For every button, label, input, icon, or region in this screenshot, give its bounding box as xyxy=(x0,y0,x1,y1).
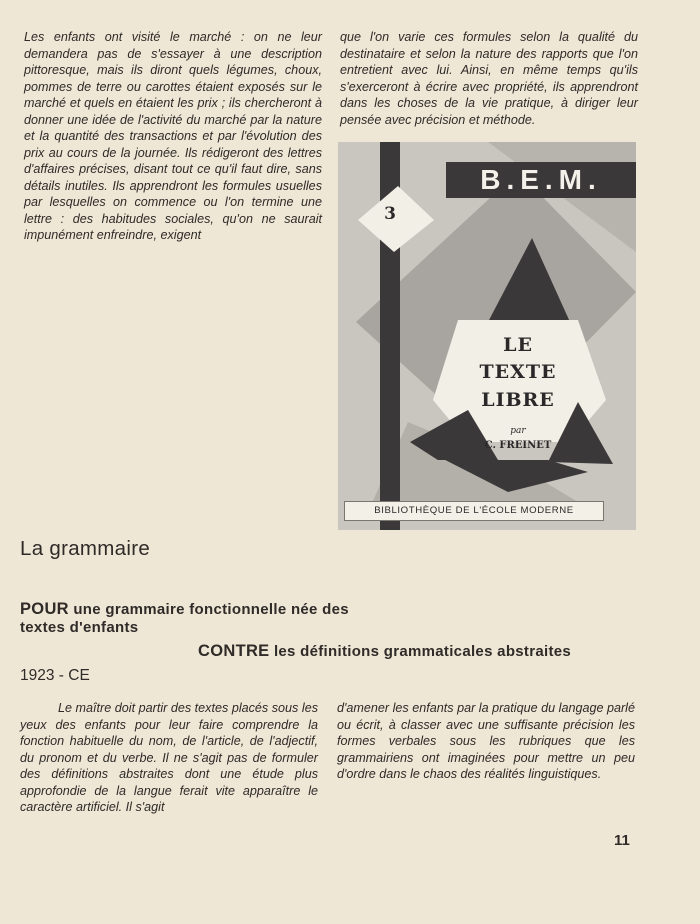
grammar-paragraph-right: d'amener les enfants par la pratique du langage parlé ou écrit, à classer avec une suffisante précision les formes verbales sous les rubriques que les grammairiens ont imaginées pour mettre un peu d'ordre dans le chaos des réalités linguistiques. xyxy=(337,701,635,781)
pour-keyword: POUR xyxy=(20,600,69,618)
cover-title-line: TEXTE xyxy=(479,361,557,383)
pour-heading xyxy=(20,600,349,619)
cover-title-line: LIBRE xyxy=(481,389,555,411)
contre-keyword: CONTRE xyxy=(198,642,270,660)
book-cover-image xyxy=(338,142,636,530)
cover-by-label: par xyxy=(510,426,526,436)
page-number: 11 xyxy=(614,832,630,849)
pour-heading-continuation: textes d'enfants xyxy=(20,619,139,636)
cover-volume-number: 3 xyxy=(384,204,396,224)
cover-author: C. FREINET xyxy=(484,440,552,451)
grammar-paragraph-left: Le maître doit partir des textes placés sous les yeux des enfants pour leur faire comprendre la fonction habituelle du nom, de l'article, de l'adjectif, du pronom et du verbe. Il ne s'agit pas de formuler des définitions abstraites dont une étude plus approfondie de la langue ferait vite apparaître le caractère artificiel. Il s'agit xyxy=(20,701,318,814)
pour-heading-text: une grammaire fonctionnelle née des xyxy=(73,601,349,618)
contre-heading-text: les définitions grammaticales abstraites xyxy=(273,643,572,660)
year-label: 1923 - CE xyxy=(20,667,90,684)
article-paragraph-top-right: que l'on varie ces formules selon la qualité du destinataire et selon la nature des rapports que l'on entretient avec lui. Ainsi, en même temps qu'ils s'exerceront à écrire avec propriété, ils apprendront dans les choses de la vie pratique, à diriger leur pensée avec précision et méthode. xyxy=(340,30,638,127)
cover-series-label: B.E.M. xyxy=(480,164,602,195)
article-paragraph-top-left: Les enfants ont visité le marché : on ne leur demandera pas de s'essayer à une description pittoresque, mais ils diront quels légumes, choux, pommes de terre ou carottes étaient exposés sur le marché et quels en étaient les prix ; ils chercheront à donner une idée de l'activité du marché par la nature et la quantité des transactions et par l'évolution des prix au cours de la journée. Ils rédigeront des lettres d'affaires précises, disant tout ce qu'il faut dire, sans détails inutiles. Ils apprendront les formules usuelles par lesquelles on commence ou l'on termine une lettre : des habitudes sociales, qu'on ne saurait impunément enfreindre, exigent xyxy=(24,30,322,242)
cover-collection-label: BIBLIOTHÈQUE DE L'ÉCOLE MODERNE xyxy=(344,501,604,521)
section-title: La grammaire xyxy=(20,537,151,560)
contre-heading xyxy=(198,642,571,661)
cover-title-line: LE xyxy=(503,334,533,356)
